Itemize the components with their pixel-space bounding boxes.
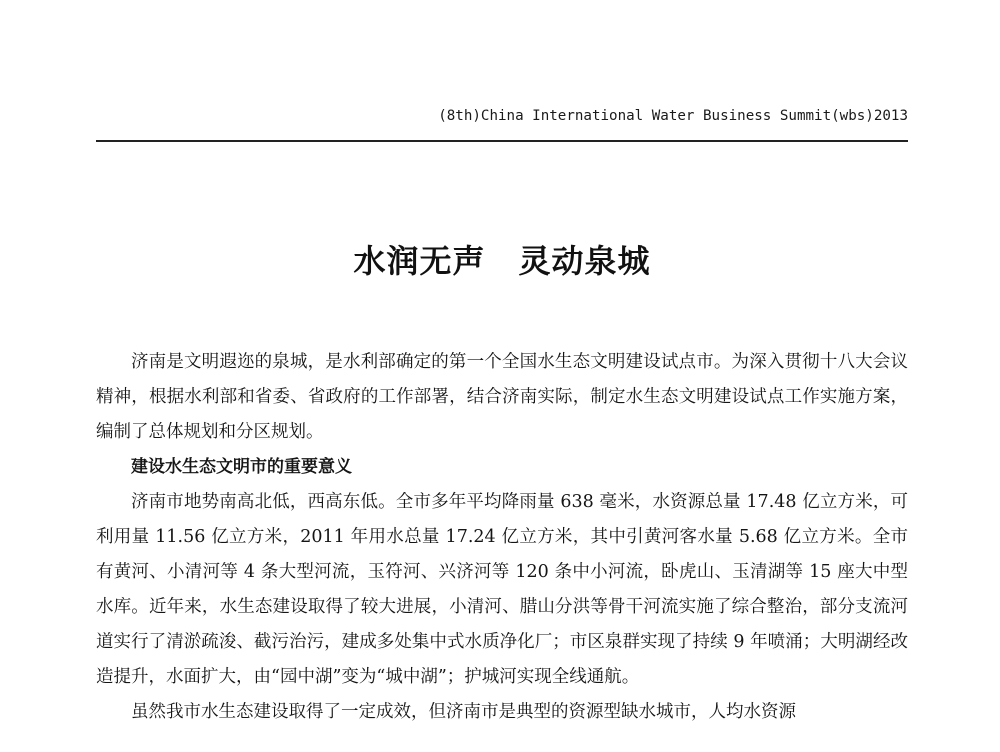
section-heading: 建设水生态文明市的重要意义	[131, 457, 352, 477]
article-title: 水润无声 灵动泉城	[353, 242, 651, 280]
header-rule	[96, 140, 908, 142]
article-body	[96, 345, 908, 730]
intro-paragraph: 济南是文明遐迩的泉城，是水利部确定的第一个全国水生态文明建设试点市。为深入贯彻十八大会议精神，根据水利部和省委、省政府的工作部署，结合济南实际，制定水生态文明建设试点工作实施方案，编制了总体规划和分区规划。	[96, 352, 908, 442]
section-paragraph: 济南市地势南高北低，西高东低。全市多年平均降雨量 638 毫米，水资源总量 17.48 亿立方米，可利用量 11.56 亿立方米，2011 年用水总量 17.24 亿立方米，其中引黄河客水量 5.68 亿立方米。全市有黄河、小清河等 4 条大型河流，玉符河、兴济河等 120 条中小河流，卧虎山、玉清湖等 15 座大中型水库。近年来，水生态建设取得了较大进展，小清河、腊山分洪等骨干河流实施了综合整治，部分支流河道实行了清淤疏浚、截污治污，建成多处集中式水质净化厂；市区泉群实现了持续 9 年喷涌；大明湖经改造提升，水面扩大，由“园中湖”变为“城中湖”；护城河实现全线通航。	[96, 492, 908, 687]
trailing-paragraph: 虽然我市水生态建设取得了一定成效，但济南市是典型的资源型缺水城市，人均水资源	[131, 702, 796, 722]
running-header: (8th)China International Water Business Summit(wbs)2013	[438, 108, 908, 124]
